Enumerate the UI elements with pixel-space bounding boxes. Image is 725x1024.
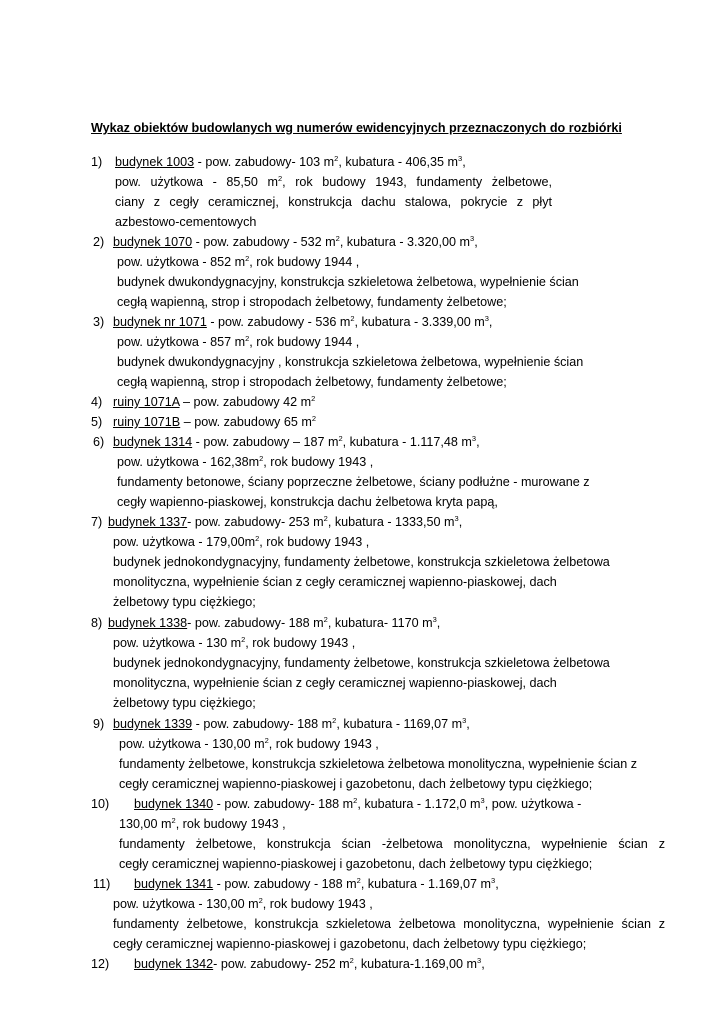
item-detail-line bbox=[119, 756, 637, 772]
text-run: - pow. zabudowy - 188 m bbox=[213, 877, 357, 891]
item-detail-line bbox=[117, 254, 359, 270]
item-detail-line bbox=[117, 374, 507, 390]
item-first-line bbox=[113, 434, 480, 450]
superscript: 2 bbox=[277, 174, 283, 183]
superscript: 2 bbox=[350, 314, 355, 323]
text-run: , rok budowy 1943 , bbox=[245, 636, 356, 650]
superscript: 2 bbox=[338, 434, 343, 443]
item-detail-line bbox=[115, 214, 256, 230]
item-detail-line bbox=[113, 635, 355, 651]
text-run: , kubatura - 406,35 m bbox=[338, 155, 459, 169]
text-run: cegłą wapienną, strop i stropodach żelbetowy, fundamenty żelbetowe; bbox=[117, 375, 507, 389]
superscript: 2 bbox=[353, 796, 358, 805]
item-detail-line bbox=[117, 334, 359, 350]
text-run: - pow. zabudowy - 532 m bbox=[192, 235, 336, 249]
item-detail-line bbox=[117, 274, 579, 290]
item-detail-line bbox=[119, 776, 592, 792]
text-run: pow. użytkowa - 130 m bbox=[113, 636, 242, 650]
text-run: pow. użytkowa - 852 m bbox=[117, 255, 246, 269]
text-run: - pow. zabudowy – 187 m bbox=[192, 435, 339, 449]
text-run: pow. użytkowa - 85,50 m bbox=[115, 175, 278, 189]
text-run: , rok budowy 1943 , bbox=[175, 817, 286, 831]
item-detail-line bbox=[113, 675, 557, 691]
superscript: 3 bbox=[480, 796, 485, 805]
text-run: , bbox=[476, 435, 480, 449]
text-run: pow. użytkowa - 179,00m bbox=[113, 535, 256, 549]
item-first-line bbox=[113, 414, 316, 430]
superscript: 2 bbox=[245, 254, 250, 263]
superscript: 3 bbox=[491, 876, 496, 885]
item-first-line bbox=[134, 796, 581, 812]
superscript: 2 bbox=[311, 414, 317, 423]
text-run: - pow. zabudowy- 253 m bbox=[187, 515, 324, 529]
item-detail-line bbox=[113, 554, 610, 570]
item-detail-line bbox=[113, 695, 256, 711]
superscript: 2 bbox=[264, 736, 269, 745]
item-first-line bbox=[108, 514, 462, 530]
superscript: 2 bbox=[332, 716, 337, 725]
text-run: cegłą wapienną, strop i stropodach żelbetowy, fundamenty żelbetowe; bbox=[117, 295, 507, 309]
text-run: - pow. zabudowy - 536 m bbox=[206, 315, 351, 329]
item-detail-line bbox=[117, 294, 507, 310]
text-run: , rok budowy 1944 , bbox=[249, 255, 360, 269]
text-run: - pow. zabudowy- 188 m bbox=[213, 797, 354, 811]
item-detail-line bbox=[113, 916, 665, 932]
item-detail-line bbox=[117, 494, 498, 510]
item-number: 11) bbox=[93, 877, 111, 891]
text-run: , kubatura - 1333,50 m bbox=[327, 515, 455, 529]
item-number: 9) bbox=[93, 717, 105, 731]
text-run: pow. użytkowa - 130,00 m bbox=[119, 737, 265, 751]
item-first-line bbox=[113, 716, 470, 732]
text-run: ciany z cegły ceramicznej, konstrukcja dachu stalowa, pokrycie z płyt bbox=[115, 195, 552, 209]
document-title: Wykaz obiektów budowlanych wg numerów ewidencyjnych przeznaczonych do rozbiórki bbox=[91, 121, 622, 135]
text-run: – pow. zabudowy 42 m bbox=[179, 395, 312, 409]
text-run: azbestowo-cementowych bbox=[115, 215, 257, 229]
text-run: , rok budowy 1943 , bbox=[263, 455, 374, 469]
text-run: pow. użytkowa - 130,00 m bbox=[113, 897, 259, 911]
building-name: budynek 1070 bbox=[113, 235, 193, 249]
text-run: , bbox=[481, 957, 485, 971]
superscript: 3 bbox=[477, 956, 482, 965]
superscript: 2 bbox=[259, 454, 264, 463]
superscript: 3 bbox=[470, 234, 475, 243]
item-detail-line bbox=[117, 354, 583, 370]
item-detail-line bbox=[113, 574, 557, 590]
item-number: 3) bbox=[93, 315, 105, 329]
text-run: , rok budowy 1944 , bbox=[249, 335, 360, 349]
superscript: 2 bbox=[323, 615, 328, 624]
text-run: , kubatura- 1170 m bbox=[327, 616, 433, 630]
superscript: 2 bbox=[258, 896, 263, 905]
text-run: fundamenty żelbetowe, konstrukcja szkieletowa żelbetowa monolityczna, wypełnienie ścian z bbox=[113, 917, 665, 931]
building-name: budynek 1342 bbox=[134, 957, 214, 971]
item-detail-line bbox=[113, 655, 610, 671]
text-run: , kubatura - 1.172,0 m bbox=[357, 797, 481, 811]
superscript: 3 bbox=[458, 154, 463, 163]
item-first-line bbox=[134, 876, 499, 892]
text-run: , kubatura - 3.339,00 m bbox=[354, 315, 485, 329]
item-detail-line bbox=[115, 174, 552, 190]
text-run: , bbox=[458, 515, 463, 529]
item-number: 5) bbox=[91, 415, 103, 429]
building-name: budynek 1338 bbox=[108, 616, 188, 630]
text-run: , rok budowy 1943 , bbox=[262, 897, 373, 911]
text-run: budynek jednokondygnacyjny, fundamenty żelbetowe, konstrukcja szkieletowa żelbetowa bbox=[113, 656, 610, 670]
superscript: 2 bbox=[349, 956, 354, 965]
text-run: 130,00 m bbox=[119, 817, 172, 831]
text-run: - pow. zabudowy- 252 m bbox=[213, 957, 350, 971]
item-detail-line bbox=[113, 936, 586, 952]
text-run: - pow. zabudowy- 103 m bbox=[194, 155, 335, 169]
superscript: 2 bbox=[245, 334, 250, 343]
item-number: 7) bbox=[91, 515, 103, 529]
building-name: budynek 1341 bbox=[134, 877, 214, 891]
superscript: 2 bbox=[311, 394, 316, 403]
item-detail-line bbox=[119, 856, 592, 872]
text-run: , kubatura - 1169,07 m bbox=[336, 717, 463, 731]
text-run: , kubatura - 1.117,48 m bbox=[342, 435, 472, 449]
building-name: budynek nr 1071 bbox=[113, 315, 207, 329]
superscript: 2 bbox=[356, 876, 361, 885]
item-number: 12) bbox=[91, 957, 110, 971]
text-run: , bbox=[466, 717, 470, 731]
text-run: , bbox=[436, 616, 441, 630]
superscript: 3 bbox=[454, 514, 459, 523]
item-detail-line bbox=[117, 474, 590, 490]
item-first-line bbox=[113, 314, 492, 330]
superscript: 2 bbox=[255, 534, 260, 543]
superscript: 3 bbox=[432, 615, 437, 624]
item-detail-line bbox=[119, 816, 286, 832]
text-run: – pow. zabudowy 65 m bbox=[180, 415, 312, 429]
item-detail-line bbox=[113, 896, 373, 912]
text-run: , kubatura-1.169,00 m bbox=[353, 957, 478, 971]
text-run: cegły wapienno-piaskowej, konstrukcja dachu żelbetowa kryta papą, bbox=[117, 495, 498, 509]
item-number: 1) bbox=[91, 155, 103, 169]
text-run: , bbox=[488, 315, 493, 329]
text-run: , bbox=[474, 235, 478, 249]
text-run: monolityczna, wypełnienie ścian z cegły ceramicznej wapienno-piaskowej, dach bbox=[113, 575, 557, 589]
text-run: , rok budowy 1943 , bbox=[259, 535, 370, 549]
item-detail-line bbox=[115, 194, 552, 210]
text-run: fundamenty betonowe, ściany poprzeczne żelbetowe, ściany podłużne - murowane z bbox=[117, 475, 590, 489]
building-name: budynek 1337 bbox=[108, 515, 188, 529]
superscript: 2 bbox=[241, 635, 246, 644]
text-run: pow. użytkowa - 857 m bbox=[117, 335, 246, 349]
item-first-line bbox=[113, 234, 478, 250]
text-run: budynek dwukondygnacyjny , konstrukcja szkieletowa żelbetowa, wypełnienie ścian bbox=[117, 355, 584, 369]
text-run: cegły ceramicznej wapienno-piaskowej i gazobetonu, dach żelbetowy typu ciężkiego; bbox=[119, 857, 593, 871]
superscript: 2 bbox=[335, 234, 340, 243]
item-number: 8) bbox=[91, 616, 103, 630]
text-run: , kubatura - 1.169,07 m bbox=[360, 877, 492, 891]
text-run: monolityczna, wypełnienie ścian z cegły ceramicznej wapienno-piaskowej, dach bbox=[113, 676, 557, 690]
text-run: , bbox=[495, 877, 499, 891]
building-name: budynek 1314 bbox=[113, 435, 193, 449]
superscript: 2 bbox=[323, 514, 328, 523]
text-run: budynek dwukondygnacyjny, konstrukcja szkieletowa żelbetowa, wypełnienie ścian bbox=[117, 275, 579, 289]
item-first-line bbox=[113, 394, 315, 410]
item-number: 4) bbox=[91, 395, 103, 409]
text-run: fundamenty żelbetowe, konstrukcja szkieletowa żelbetowa monolityczna, wypełnienie ścian z bbox=[119, 757, 638, 771]
text-run: - pow. zabudowy- 188 m bbox=[187, 616, 324, 630]
item-detail-line bbox=[117, 454, 373, 470]
item-first-line bbox=[108, 615, 440, 631]
text-run: budynek jednokondygnacyjny, fundamenty żelbetowe, konstrukcja szkieletowa żelbetowa bbox=[113, 555, 610, 569]
item-number: 2) bbox=[93, 235, 105, 249]
text-run: , bbox=[462, 155, 466, 169]
text-run: , rok budowy 1943, fundamenty żelbetowe, bbox=[282, 175, 552, 189]
text-run: - pow. zabudowy- 188 m bbox=[192, 717, 333, 731]
building-name: budynek 1340 bbox=[134, 797, 214, 811]
item-first-line bbox=[115, 154, 466, 170]
item-first-line bbox=[134, 956, 485, 972]
item-number: 6) bbox=[93, 435, 105, 449]
text-run: fundamenty żelbetowe, konstrukcja ścian -żelbetowa monolityczna, wypełnienie ścian z bbox=[119, 837, 665, 851]
building-name: budynek 1339 bbox=[113, 717, 193, 731]
building-name: ruiny 1071B bbox=[113, 415, 181, 429]
item-detail-line bbox=[113, 594, 256, 610]
text-run: cegły ceramicznej wapienno-piaskowej i gazobetonu, dach żelbetowy typu ciężkiego; bbox=[113, 937, 587, 951]
item-detail-line bbox=[113, 534, 369, 550]
text-run: cegły ceramicznej wapienno-piaskowej i gazobetonu, dach żelbetowy typu ciężkiego; bbox=[119, 777, 593, 791]
item-detail-line bbox=[119, 836, 665, 852]
building-name: budynek 1003 bbox=[115, 155, 195, 169]
text-run: , rok budowy 1943 , bbox=[268, 737, 379, 751]
superscript: 3 bbox=[484, 314, 489, 323]
superscript: 3 bbox=[471, 434, 477, 443]
superscript: 2 bbox=[334, 154, 339, 163]
item-number: 10) bbox=[91, 797, 110, 811]
superscript: 2 bbox=[171, 816, 176, 825]
text-run: pow. użytkowa - 162,38m bbox=[117, 455, 260, 469]
text-run: żelbetowy typu ciężkiego; bbox=[113, 595, 256, 609]
superscript: 3 bbox=[462, 716, 467, 725]
building-name: ruiny 1071A bbox=[113, 395, 180, 409]
text-run: , kubatura - 3.320,00 m bbox=[339, 235, 471, 249]
item-detail-line bbox=[119, 736, 379, 752]
text-run: żelbetowy typu ciężkiego; bbox=[113, 696, 256, 710]
text-run: , pow. użytkowa - bbox=[484, 797, 582, 811]
